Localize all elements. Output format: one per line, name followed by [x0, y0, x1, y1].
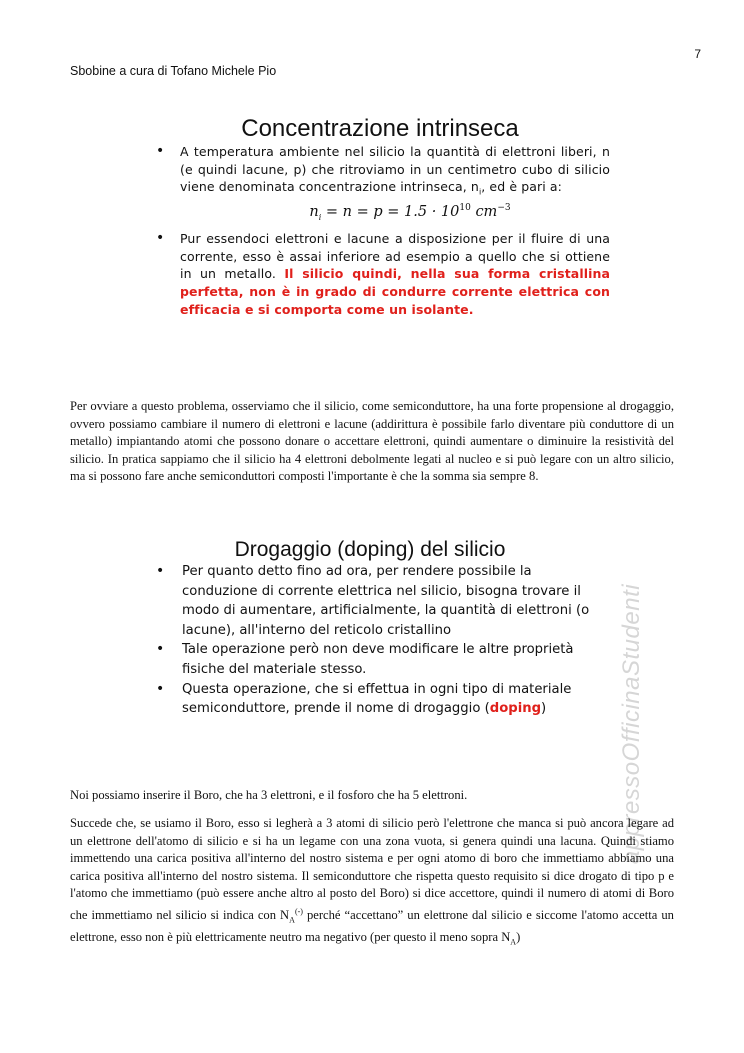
slide-bullet-list-2	[150, 230, 610, 318]
bullet-item: • A temperatura ambiente nel silicio la quantità di elettroni liberi, n (e quindi lacune, p) che ritroviamo in un centimetro cubo di silicio viene denominata concentrazione intrinseca, $n_i$, ed è pari a:	[150, 143, 610, 201]
slide-bullet-list	[150, 143, 610, 201]
page-number: 7	[694, 47, 701, 61]
intrinsic-concentration-formula: $n_i = n = p = 1.5 \cdot 10^{10}$ $cm^{-3}$	[309, 203, 511, 223]
slide-title: Concentrazione intrinseca	[241, 115, 519, 142]
slide-title: Drogaggio (doping) del silicio	[234, 538, 506, 561]
body-paragraph: Per ovviare a questo problema, osserviamo che il silicio, come semiconduttore, ha una forte propensione al drogaggio, ovvero possiamo cambiare il numero di elettroni e lacune (addirittura è possibile farlo diventare più conduttore di un metallo) impiantando atomi che possono donare o accettare elettroni, quindi aumentare o diminuire la resistività del silicio. In pratica sappiamo che il silicio ha 4 elettroni debolmente legati al nucleo e si può legare con un altro silicio, ma si possono fare anche semiconduttori composti l'importante è che la somma sia sempre 8.	[70, 399, 674, 484]
slide-concentrazione-intrinseca	[150, 115, 610, 318]
running-header: Sbobine a cura di Tofano Michele Pio	[70, 64, 277, 78]
body-paragraph: Succede che, se usiamo il Boro, esso si legherà a 3 atomi di silicio però l'elettrone che manca si può ancora legare ad un elettrone dell'atomo di silicio e si ha un legame con una zona vuota, si genera quindi una lacuna. Quindi stiamo immettendo una carica positiva all'interno del nostro sistema e per ogni atomo di boro che immettiamo abbiamo una carica positiva all'interno del nostro sistema. Il semiconduttore che rispetta questo requisito si dice drogato di tipo p e l'atomo che immettiamo (può essere anche altro al posto del Boro) si dice accettore, quindi il numero di atomi di Boro che immettiamo nel silicio si indica con $N_A^{(-)}$ perché “accettano” un elettrone dal silicio e siccome l'atomo accetta un elettrone, esso non è più elettricamente neutro ma negativo (per questo il meno sopra $N_A$)	[70, 816, 674, 947]
slide-drogaggio	[150, 538, 590, 719]
bullet-item: • Tale operazione però non deve modificare le altre proprietà fisiche del materiale stesso.	[150, 640, 590, 679]
bullet-item: • Pur essendoci elettroni e lacune a disposizione per il fluire di una corrente, esso è assai inferiore ad esempio a quello che si ottiene in un metallo. Il silicio quindi, nella sua forma cristallina perfetta, non è in grado di condurre corrente elettrica con efficacia e si comporta come un isolante.	[150, 230, 610, 318]
bullet-item: • Questa operazione, che si effettua in ogni tipo di materiale semiconduttore, prende il nome di drogaggio (doping)	[150, 680, 590, 719]
slide-bullet-list	[150, 562, 590, 719]
body-paragraph: Noi possiamo inserire il Boro, che ha 3 elettroni, e il fosforo che ha 5 elettroni.	[70, 788, 468, 802]
bullet-item: • Per quanto detto fino ad ora, per rendere possibile la conduzione di corrente elettrica nel silicio, bisogna trovare il modo di aumentare, artificialmente, la quantità di elettroni (o lacune), all'interno del reticolo cristallino	[150, 562, 590, 640]
watermark: appressoOfficinaStudenti	[618, 583, 645, 865]
